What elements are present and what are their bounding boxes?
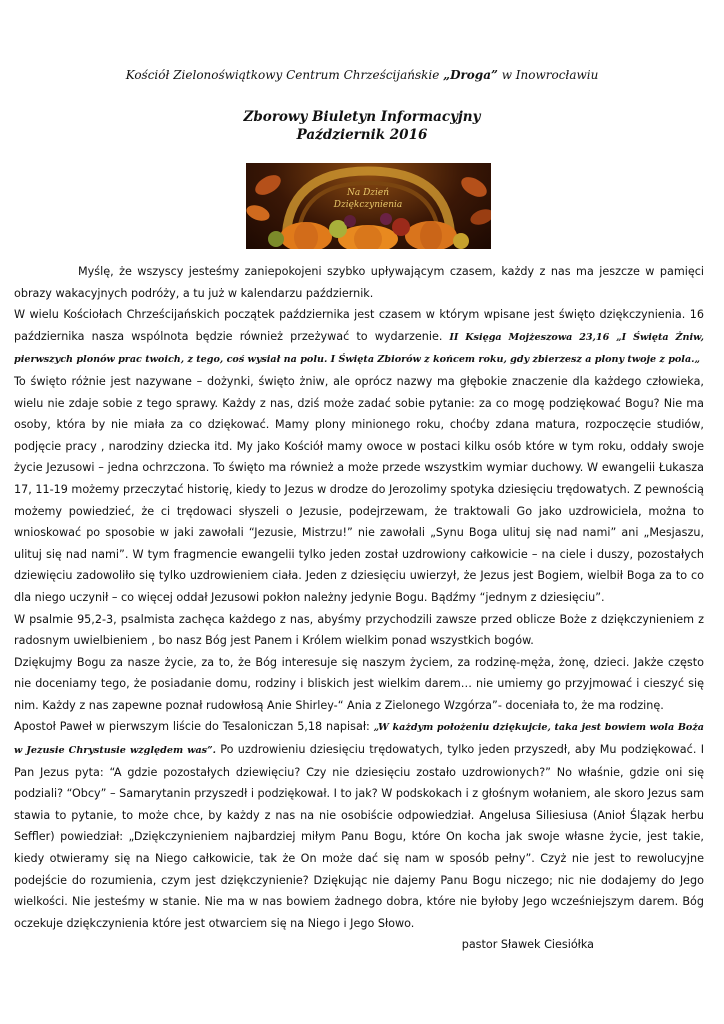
paragraph-2-text: W wielu Kościołach Chrześcijańskich początek października jest czasem w którym wpisane jest święto dziękczynienia. 16 października nasza wspólnota będzie również przeżywać to wydarzenie. <box>14 308 704 343</box>
article-body <box>14 261 704 956</box>
scripture-citation-exodus: II Księga Mojżeszowa 23,16 „I Święta Żniw, pierwszych plonów prac twoich, z tego, coś wysiał na polu. I Święta Zbiorów z końcem roku, gdy zbierzesz a plony twoje z pola.„ <box>14 331 704 366</box>
banner-caption-line-2: Dziękczynienia <box>333 200 403 210</box>
org-suffix: w Inowrocławiu <box>497 68 599 82</box>
harvest-illustration <box>246 163 491 249</box>
org-name: „Droga” <box>443 68 498 82</box>
paragraph-6 <box>14 716 704 934</box>
paragraph-6-intro: Apostoł Paweł w pierwszym liście do Tesaloniczan 5,18 napisał: <box>14 720 374 734</box>
org-prefix: Kościół Zielonoświątkowy Centrum Chrześcijańskie <box>125 68 444 82</box>
scripture-citation-thessalonians: „W każdym położeniu dziękujcie, taka jest bowiem wola Boża w Jezusie Chrystusie względem was”. <box>14 722 704 757</box>
title-line-1: Zborowy Biuletyn Informacyjny <box>243 109 481 125</box>
bulletin-title <box>0 108 724 144</box>
paragraph-2 <box>14 304 704 371</box>
author-signature: pastor Sławek Ciesiółka <box>461 938 594 952</box>
paragraph-6-text: Po uzdrowieniu dziesięciu trędowatych, tylko jeden przyszedł, aby Mu podziękować. I Pan Jezus pyta: “A gdzie pozostałych dziewięciu? Czy nie dziesięciu zostało uzdrowionych?” No właśnie, gdzie oni się podziali? “Obcy” – Samarytanin przyszedł i podziękował. I to jak? W podskokach i z głośnym wołaniem, ale skoro Jezus sam stawia to pytanie, to może chce, by każdy z nas na nie osobiście odpowiedział. Angelusa Siliesiusa (Anioł Ślązak herbu Seffler) powiedział: „Dziękczynieniem najbardziej miłym Panu Bogu, które On kocha jak swoje własne życie, jest takie, kiedy otwieramy się na Niego całkowicie, tak że On może dać się nam w sposób pełny”. Czyż nie jest to rewolucyjne podejście do rozumienia, czym jest dziękczynienie? Dziękując nie dajemy Panu Bogu niczego; nic nie dodajemy do Jego wielkości. Nie jesteśmy w stanie. Nie ma w nas bowiem żadnego dobra, które nie byłoby Jego wcześniejszym darem. Bóg oczekuje dziękczynienia które jest otwarciem się na Niego i Jego Słowo. <box>14 743 704 930</box>
banner-caption-line-1: Na Dzień <box>346 188 390 198</box>
paragraph-5: Dziękujmy Bogu za nasze życie, za to, że Bóg interesuje się naszym życiem, za rodzinę-męża, żonę, dzieci. Jakże często nie doceniamy tego, że posiadanie domu, rodziny i bliskich jest wielkim darem… nie umiemy go przyjmować i cieszyć się nim. Każdy z nas zapewne poznał rudowłosą Anie Shirley-“ Ania z Zielonego Wzgórza”- doceniała to, że ma rodzinę. <box>14 655 704 712</box>
church-header <box>0 68 724 82</box>
paragraph-3: To święto różnie jest nazywane – dożynki, święto żniw, ale oprócz nazwy ma głębokie znaczenie dla każdego człowieka, wielu nie zdaje sobie z tego sprawy. Każdy z nas, dziś może zadać sobie pytanie: za co mogę podziękować Bogu? Nie ma osoby, która by nie miała za co dziękować. Mamy plony minionego roku, choćby zdana matura, rozpoczęcie studiów, podjęcie pracy , narodziny dziecka itd. My jako Kościół mamy owoce w postaci kilku osób które w tym roku, oddały swoje życie Jezusowi – jedna ochrzczona. To święto ma również a może przede wszystkim wymiar duchowy. W ewangelii Łukasza 17, 11-19 możemy przeczytać historię, kiedy to Jezus w drodze do Jerozolimy spotyka dziesięciu trędowatych. Z pewnością możemy powiedzieć, że ci trędowaci słyszeli o Jezusie, podejrzewam, że traktowali Go jako uzdrowiciela, można to wnioskować po sposobie w jaki zawołali “Jezusie, Mistrzu!” nie zawołali „Synu Boga ulituj się nad nami” ani „Mesjaszu, ulituj się nad nami”. W tym fragmencie ewangelii tylko jeden został uzdrowiony całkowicie – na ciele i duszy, pozostałych dziewięciu zadowoliło się tylko uzdrowieniem ciała. Jeden z dziesięciu uwierzył, że Jezus jest Bogiem, wielbił Boga za to co dla niego uczynił – co więcej oddał Jezusowi pokłon należny jedynie Bogu. Bądźmy “jednym z dziesięciu”. <box>14 374 704 604</box>
title-line-2: Październik 2016 <box>296 127 428 143</box>
paragraph-4: W psalmie 95,2-3, psalmista zachęca każdego z nas, abyśmy przychodzili zawsze przed oblicze Boże z dziękczynieniem z radosnym uwielbieniem , bo nasz Bóg jest Panem i Królem wielkim ponad wszystkich bogów. <box>14 612 704 648</box>
thanksgiving-banner <box>246 163 491 249</box>
paragraph-1: Myślę, że wszyscy jesteśmy zaniepokojeni szybko upływającym czasem, każdy z nas ma jeszcze w pamięci obrazy wakacyjnych podróży, a tu już w kalendarzu październik. <box>14 265 704 300</box>
